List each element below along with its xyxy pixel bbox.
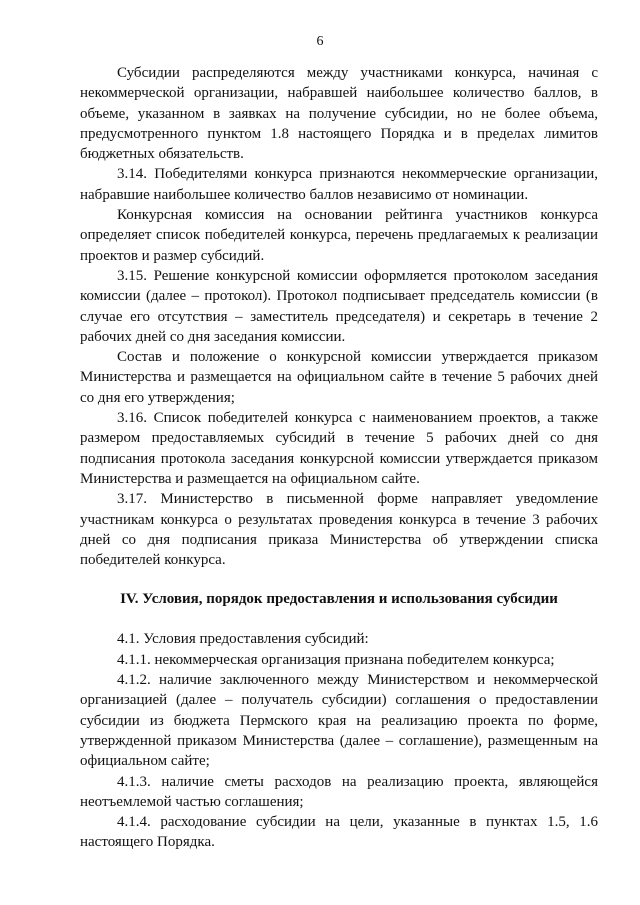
paragraph-4-1-3: 4.1.3. наличие сметы расходов на реализацию проекта, являющейся неотъемлемой частью соглашения; <box>80 773 598 810</box>
paragraph-4-1-1: 4.1.1. некоммерческая организация признана победителем конкурса; <box>117 651 555 668</box>
document-body <box>80 63 598 853</box>
paragraph-4-1-4: 4.1.4. расходование субсидии на цели, указанные в пунктах 1.5, 1.6 настоящего Порядка. <box>80 814 598 851</box>
paragraph-4-1: 4.1. Условия предоставления субсидий: <box>117 631 369 648</box>
paragraph-3-15: 3.15. Решение конкурсной комиссии оформляется протоколом заседания комиссии (далее – протокол). Протокол подписывает председатель комиссии (в случае его отсутствия – заместитель председателя) и секретарь в течение 2 рабочих дней со дня заседания комиссии. <box>80 267 598 345</box>
page-number: 6 <box>316 34 324 49</box>
section-heading-iv: IV. Условия, порядок предоставления и использования субсидии <box>120 591 558 608</box>
paragraph-commission-composition: Состав и положение о конкурсной комиссии утверждается приказом Министерства и размещается на официальном сайте в течение 5 рабочих дней со дня его утверждения; <box>80 349 598 406</box>
paragraph-subsidy-distribution: Субсидии распределяются между участниками конкурса, начиная с некоммерческой организации, набравшей наибольшее количество баллов, в объеме, указанном в заявках на получение субсидии, но не более объема, предусмотренного пунктом 1.8 настоящего Порядка и в пределах лимитов бюджетных обязательств. <box>80 65 598 163</box>
paragraph-commission-rating: Конкурсная комиссия на основании рейтинга участников конкурса определяет список победителей конкурса, перечень предлагаемых к реализации проектов и размер субсидий. <box>80 207 598 264</box>
paragraph-3-14: 3.14. Победителями конкурса признаются некоммерческие организации, набравшие наибольшее количество баллов независимо от номинации. <box>80 166 598 203</box>
paragraph-4-1-2: 4.1.2. наличие заключенного между Министерством и некоммерческой организацией (далее – получатель субсидии) соглашения о предоставлении субсидии из бюджета Пермского края на реализацию проекта по форме, утвержденной приказом Министерства (далее – соглашение), размещенным на официальном сайте; <box>80 672 598 770</box>
paragraph-3-17: 3.17. Министерство в письменной форме направляет уведомление участникам конкурса о результатах проведения конкурса в течение 3 рабочих дней со дня подписания приказа Министерства об утверждении списка победителей конкурса. <box>80 491 598 569</box>
paragraph-3-16: 3.16. Список победителей конкурса с наименованием проектов, а также размером предоставляемых субсидий в течение 5 рабочих дней со дня подписания протокола заседания конкурсной комиссии утверждается приказом Министерства и размещается на официальном сайте. <box>80 410 598 487</box>
